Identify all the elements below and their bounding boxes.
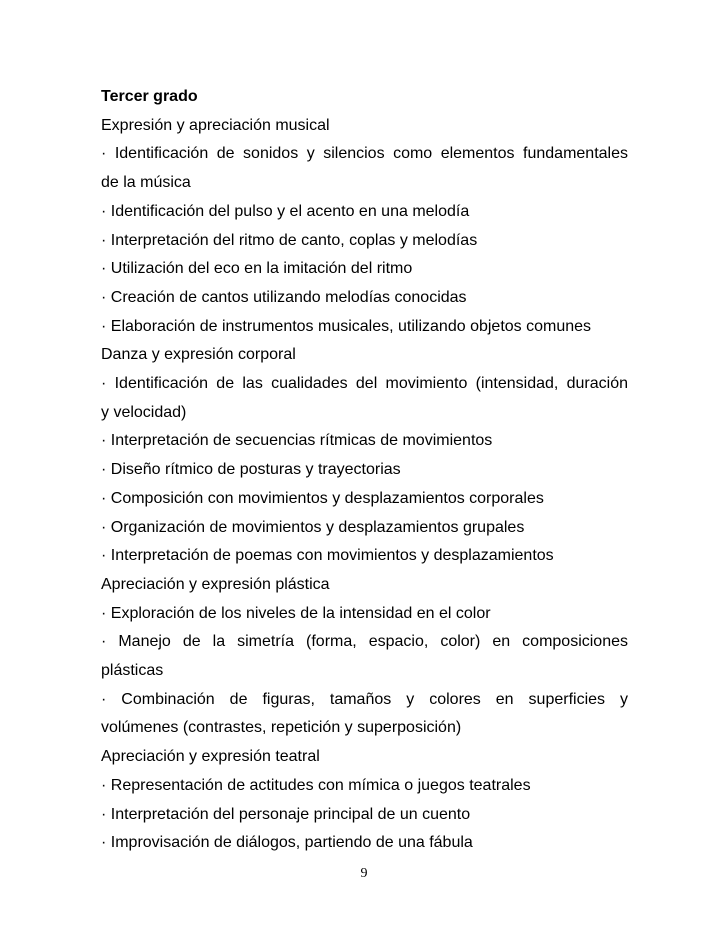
section-heading: Apreciación y expresión plástica <box>101 575 330 593</box>
list-item: · Creación de cantos utilizando melodías conocidas <box>101 288 467 306</box>
list-item-continuation: volúmenes (contrastes, repetición y superposición) <box>101 719 462 737</box>
section-heading: Apreciación y expresión teatral <box>101 748 320 766</box>
list-item: · Interpretación del ritmo de canto, coplas y melodías <box>101 231 478 249</box>
list-item: · Improvisación de diálogos, partiendo de una fábula <box>101 834 473 852</box>
list-item-continuation: de la música <box>101 174 191 192</box>
list-item-continuation: y velocidad) <box>101 403 187 421</box>
list-item: · Organización de movimientos y desplazamientos grupales <box>101 518 525 536</box>
list-item: · Manejo de la simetría (forma, espacio, color) en composiciones <box>101 633 628 651</box>
list-item: · Interpretación del personaje principal de un cuento <box>101 805 471 823</box>
section-heading: Expresión y apreciación musical <box>101 116 330 134</box>
list-item: · Interpretación de secuencias rítmicas de movimientos <box>101 432 493 450</box>
list-item-continuation: plásticas <box>101 662 164 680</box>
document-body <box>101 83 628 858</box>
section-heading: Danza y expresión corporal <box>101 346 296 364</box>
list-item: · Composición con movimientos y desplazamientos corporales <box>101 489 544 507</box>
list-item: · Exploración de los niveles de la intensidad en el color <box>101 604 491 622</box>
list-item: · Interpretación de poemas con movimientos y desplazamientos <box>101 547 554 565</box>
list-item: · Utilización del eco en la imitación del ritmo <box>101 260 413 278</box>
list-item: · Elaboración de instrumentos musicales, utilizando objetos comunes <box>101 317 592 335</box>
list-item: · Identificación de sonidos y silencios como elementos fundamentales <box>101 145 628 163</box>
list-item: · Diseño rítmico de posturas y trayectorias <box>101 461 401 479</box>
list-item: · Identificación del pulso y el acento en una melodía <box>101 202 470 220</box>
list-item: · Representación de actitudes con mímica o juegos teatrales <box>101 776 531 794</box>
list-item: · Identificación de las cualidades del movimiento (intensidad, duración <box>101 375 628 393</box>
list-item: · Combinación de figuras, tamaños y colores en superficies y <box>101 690 628 708</box>
page-number: 9 <box>360 866 368 881</box>
page-title: Tercer grado <box>101 88 198 105</box>
